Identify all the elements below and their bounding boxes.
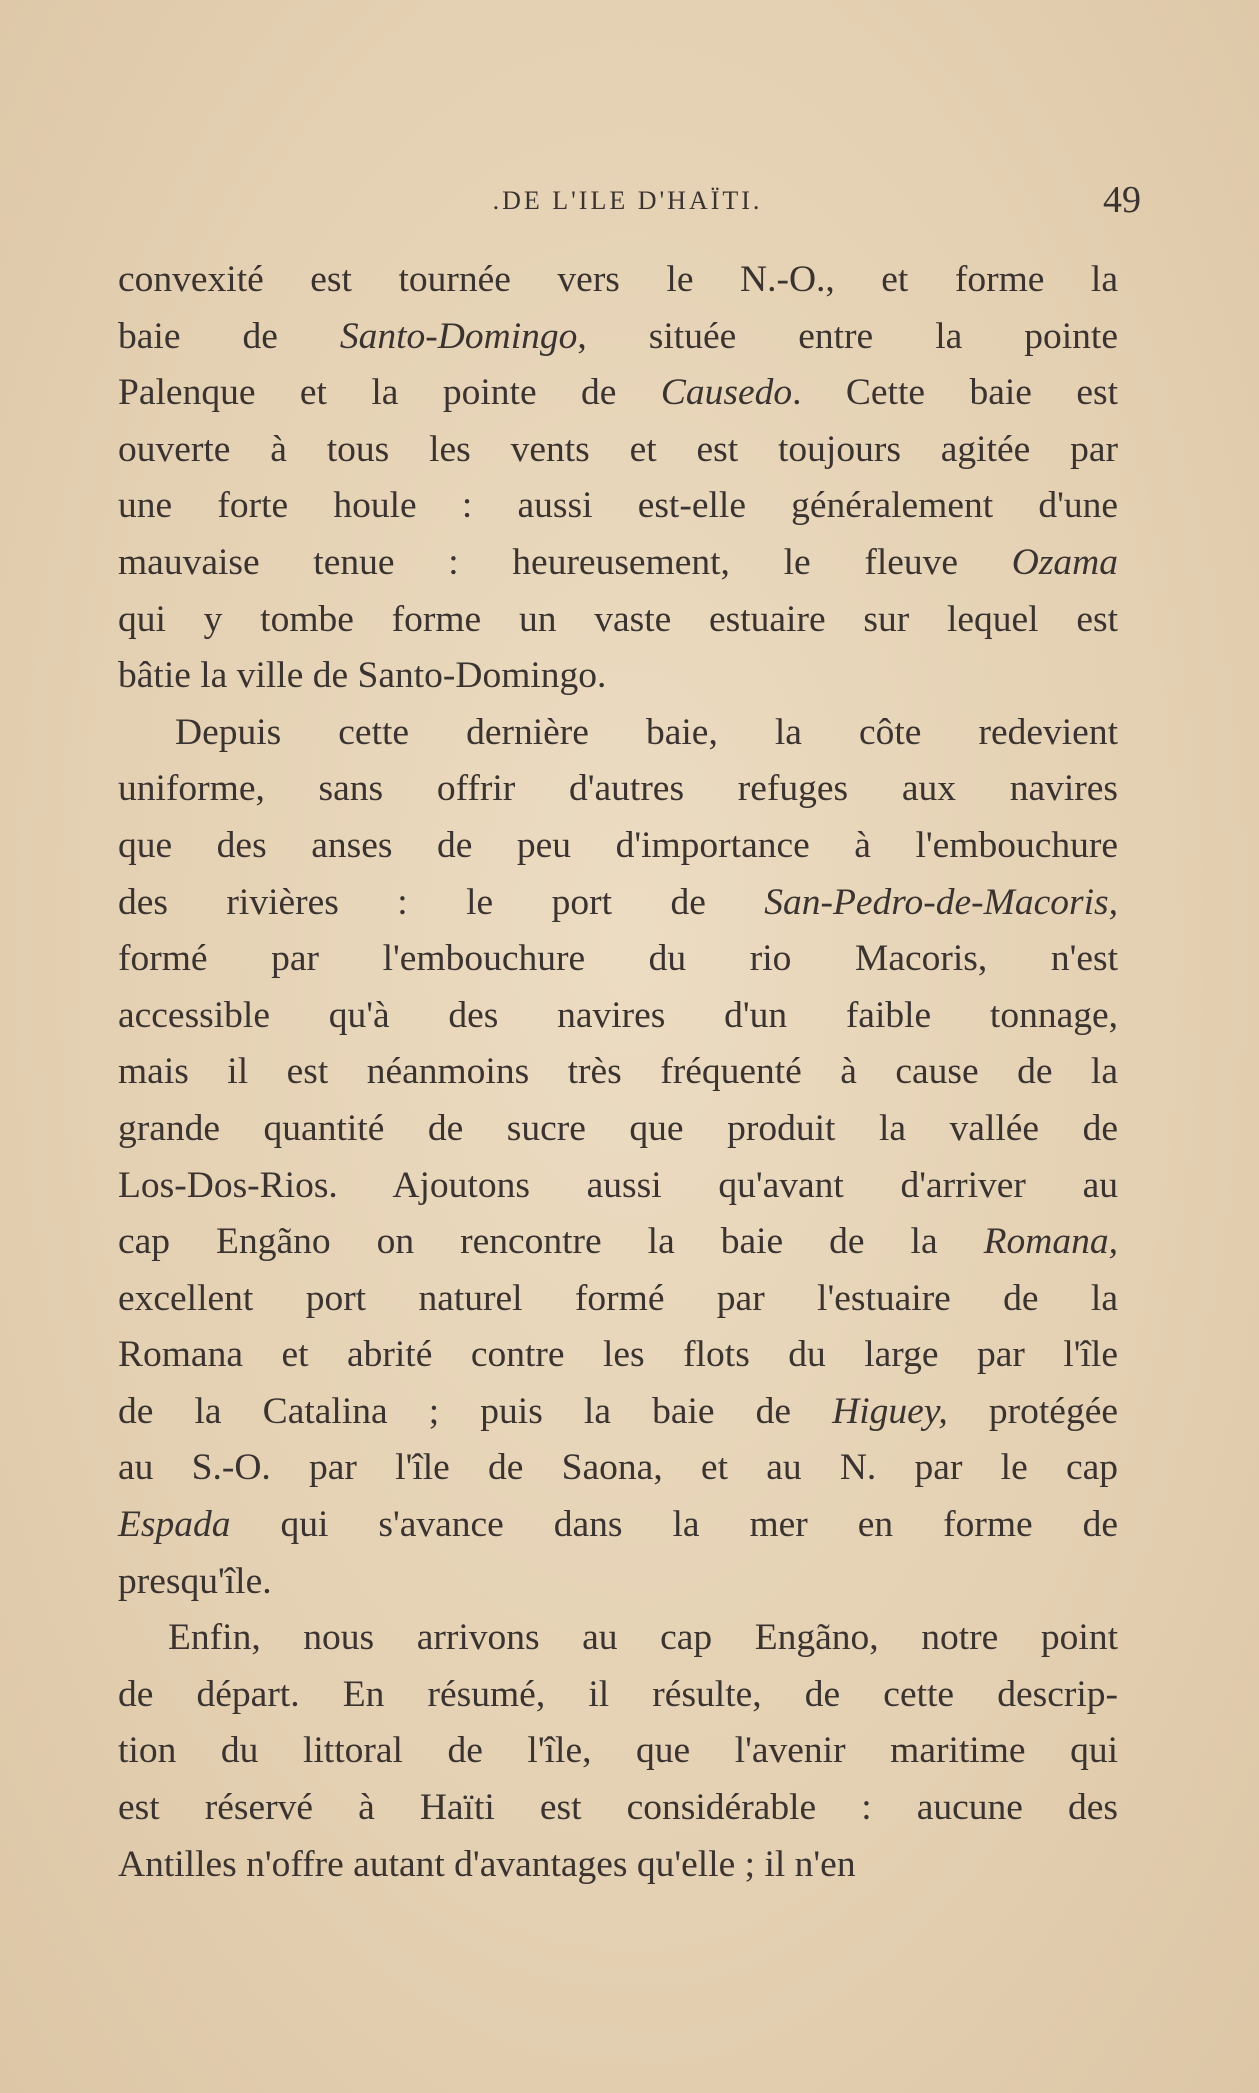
text-line xyxy=(118,875,1118,932)
page-number: 49 xyxy=(1103,179,1141,221)
text-segment: est réservé à Haïti est considérable : aucune des xyxy=(118,1787,1118,1829)
italic-segment: Ozama xyxy=(1011,541,1118,583)
text-segment: ouverte à tous les vents et est toujours agitée par xyxy=(118,428,1118,470)
text-line xyxy=(118,931,1118,988)
text-segment: Romana et abrité contre les flots du large par l'île xyxy=(118,1334,1118,1376)
text-segment: mais il est néanmoins très fréquenté à cause de la xyxy=(118,1051,1118,1093)
italic-segment: Espada xyxy=(118,1504,231,1546)
text-line xyxy=(118,1780,1118,1837)
text-line xyxy=(118,1837,1118,1894)
text-segment: des rivières : le port de xyxy=(118,881,765,923)
text-line xyxy=(118,818,1118,875)
text-line xyxy=(118,365,1118,422)
italic-segment: Causedo xyxy=(660,372,793,414)
text-line xyxy=(118,1610,1118,1667)
text-segment: cap Engãno on rencontre la baie de la xyxy=(118,1221,984,1263)
text-line xyxy=(118,422,1118,479)
text-line xyxy=(118,592,1118,649)
text-line xyxy=(118,1723,1118,1780)
text-segment: tion du littoral de l'île, que l'avenir maritime qui xyxy=(118,1730,1118,1772)
text-segment: presqu'île. xyxy=(118,1560,272,1602)
text-line xyxy=(118,1327,1118,1384)
text-segment: accessible qu'à des navires d'un faible tonnage, xyxy=(118,994,1118,1036)
text-line xyxy=(118,1497,1118,1554)
text-segment: Palenque et la pointe de xyxy=(118,372,661,414)
text-line xyxy=(118,1554,1118,1611)
text-segment: formé par l'embouchure du rio Macoris, n'est xyxy=(118,938,1118,980)
text-segment: baie de xyxy=(118,315,340,357)
paragraph xyxy=(118,1610,1118,1893)
italic-segment: Higuey, xyxy=(832,1390,948,1432)
text-line xyxy=(118,988,1118,1045)
running-head xyxy=(110,178,1145,238)
text-line xyxy=(118,478,1118,535)
text-segment: de départ. En résumé, il résulte, de cette descrip- xyxy=(118,1673,1118,1715)
text-line xyxy=(118,1384,1118,1441)
italic-segment: Romana, xyxy=(983,1221,1118,1263)
text-segment: . Cette baie est xyxy=(792,372,1118,414)
text-line xyxy=(118,1214,1118,1271)
text-segment: au S.-O. par l'île de Saona, et au N. par le cap xyxy=(118,1447,1118,1489)
text-line xyxy=(118,1667,1118,1724)
text-line xyxy=(118,1271,1118,1328)
text-segment: excellent port naturel formé par l'estuaire de la xyxy=(118,1277,1118,1319)
text-segment: une forte houle : aussi est-elle généralement d'une xyxy=(118,485,1118,527)
italic-segment: Santo-Domingo xyxy=(339,315,578,357)
running-title: .DE L'ILE D'HAÏTI. xyxy=(492,186,763,215)
paragraph xyxy=(118,705,1118,1611)
text-segment: grande quantité de sucre que produit la vallée de xyxy=(118,1107,1118,1149)
text-line xyxy=(118,761,1118,818)
text-line xyxy=(118,648,1118,705)
text-segment: Antilles n'offre autant d'avantages qu'elle ; il n'en xyxy=(118,1843,856,1885)
text-segment: bâtie la ville de Santo-Domingo. xyxy=(118,655,607,697)
text-line xyxy=(118,309,1118,366)
text-segment: uniforme, sans offrir d'autres refuges aux navires xyxy=(118,768,1118,810)
text-segment: qui y tombe forme un vaste estuaire sur lequel est xyxy=(118,598,1118,640)
italic-segment: San-Pedro-de-Macoris, xyxy=(764,881,1118,923)
text-segment: Los-Dos-Rios. Ajoutons aussi qu'avant d'arriver au xyxy=(118,1164,1118,1206)
text-segment: qui s'avance dans la mer en forme de xyxy=(230,1504,1118,1546)
text-segment: Depuis cette dernière baie, la côte redevient xyxy=(175,711,1118,753)
text-line xyxy=(118,705,1118,762)
text-segment: que des anses de peu d'importance à l'embouchure xyxy=(118,824,1118,866)
text-line xyxy=(118,1101,1118,1158)
text-segment: de la Catalina ; puis la baie de xyxy=(118,1390,833,1432)
text-line xyxy=(118,1158,1118,1215)
body-text xyxy=(118,252,1118,1893)
text-segment: , située entre la pointe xyxy=(577,315,1118,357)
text-line xyxy=(118,1440,1118,1497)
text-segment: Enfin, nous arrivons au cap Engãno, notre point xyxy=(168,1617,1118,1659)
text-segment: mauvaise tenue : heureusement, le fleuve xyxy=(118,541,1012,583)
paragraph xyxy=(118,252,1118,705)
text-segment: protégée xyxy=(947,1390,1118,1432)
text-segment: convexité est tournée vers le N.-O., et forme la xyxy=(118,259,1118,300)
text-line xyxy=(118,1044,1118,1101)
text-line xyxy=(118,252,1118,309)
text-line xyxy=(118,535,1118,592)
